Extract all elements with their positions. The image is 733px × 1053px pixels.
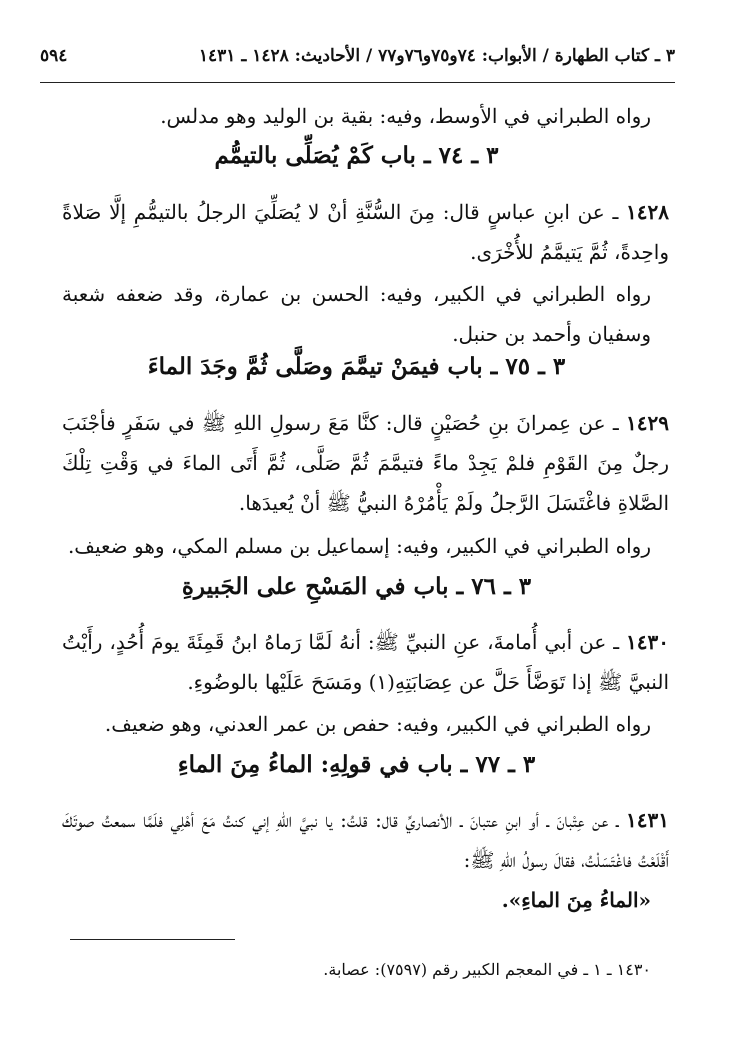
running-header	[40, 42, 675, 83]
hadith-1429	[62, 403, 669, 523]
hadith-number: ١٤٢٩	[626, 411, 669, 435]
narration-1428: رواه الطبراني في الكبير، وفيه: الحسن بن عمارة، وقد ضعفه شعبة وسفيان وأحمد بن حنبل.	[62, 282, 651, 346]
footnote-divider	[70, 939, 235, 940]
hadith-1430	[62, 622, 669, 702]
page-number: ٥٩٤	[40, 46, 68, 66]
hadith-text: ـ عن عِتْبانَ ـ أو ابنِ عتبانَ ـ الأنصاريِّ قال: قلتُ: يا نبيَّ اللهِ إني كنتُ مَعَ أهْلِي فلَمَّا سمعتُ صوتَكَ أَقْلَعْتُ فاغْتَسَلْتُ، فقالَ رسولُ اللهِ ﷺ:	[62, 808, 669, 872]
hadith-text: ـ عن أبي أُمامةَ، عنِ النبيِّ ﷺ: أنهُ لَمَّا رَماهُ ابنُ قَمِئَةَ يومَ أُحُدٍ، رأَيْتُ النبيَّ ﷺ إذا تَوَضَّأَ حَلَّ عن عِصَابَتِهِ(١) ومَسَحَ عَلَيْها بالوضُوءِ.	[62, 630, 669, 694]
hadith-number: ١٤٢٨	[626, 200, 670, 224]
running-title: ٣ ـ كتاب الطهارة / الأبواب: ٧٤و٧٥و٧٦و٧٧ / الأحاديث: ١٤٢٨ ـ ١٤٣١	[198, 46, 675, 66]
narration-1430: رواه الطبراني في الكبير، وفيه: حفص بن عمر العدني، وهو ضعيف.	[104, 712, 651, 736]
hadith-1431	[62, 800, 669, 880]
intro-narration: رواه الطبراني في الأوسط، وفيه: بقية بن الوليد وهو مدلس.	[160, 104, 651, 128]
chapter-heading-76: ٣ ـ ٧٦ ـ باب في المَسْحِ على الجَبيرةِ	[181, 573, 532, 600]
hadith-1428	[62, 192, 669, 272]
hadith-number: ١٤٣١	[626, 808, 669, 832]
narration-1429: رواه الطبراني في الكبير، وفيه: إسماعيل بن مسلم المكي، وهو ضعيف.	[67, 534, 651, 558]
hadith-number: ١٤٣٠	[626, 630, 670, 654]
chapter-heading-75: ٣ ـ ٧٥ ـ باب فيمَنْ تيمَّمَ وصَلَّى ثُمَّ وجَدَ الماءَ	[147, 353, 566, 380]
footnote: ١٤٣٠ ـ ١ ـ في المعجم الكبير رقم (٧٥٩٧): عصابة.	[323, 960, 651, 979]
hadith-text: ـ عن ابنِ عباسٍ قال: مِنَ السُّنَّةِ أنْ لا يُصَلِّيَ الرجلُ بالتيمُّمِ إلَّا صَلاةً واحِدةً، ثُمَّ يَتيمَّمُ للأُخْرَى.	[62, 200, 669, 264]
hadith-quote: «الماءُ مِنَ الماءِ».	[501, 888, 651, 912]
chapter-heading-77: ٣ ـ ٧٧ ـ باب في قولِهِ: الماءُ مِنَ الماءِ	[177, 751, 536, 778]
chapter-heading-74: ٣ ـ ٧٤ ـ باب كَمْ يُصَلِّى بالتيمُّم	[214, 142, 499, 169]
hadith-text: ـ عن عِمرانَ بنِ حُصَيْنٍ قال: كنَّا مَعَ رسولِ اللهِ ﷺ في سَفَرٍ فأجْنَبَ رجلٌ مِنَ القَوْمِ فلمْ يَجِدْ ماءً فتيمَّمَ ثُمَّ صَلَّى، ثُمَّ أَتَى الماءَ في وَقْتِ تِلْكَ الصَّلاةِ فاغْتَسَلَ الرَّجلُ ولَمْ يَأْمُرْهُ النبيُّ ﷺ أنْ يُعيدَها.	[62, 411, 669, 515]
